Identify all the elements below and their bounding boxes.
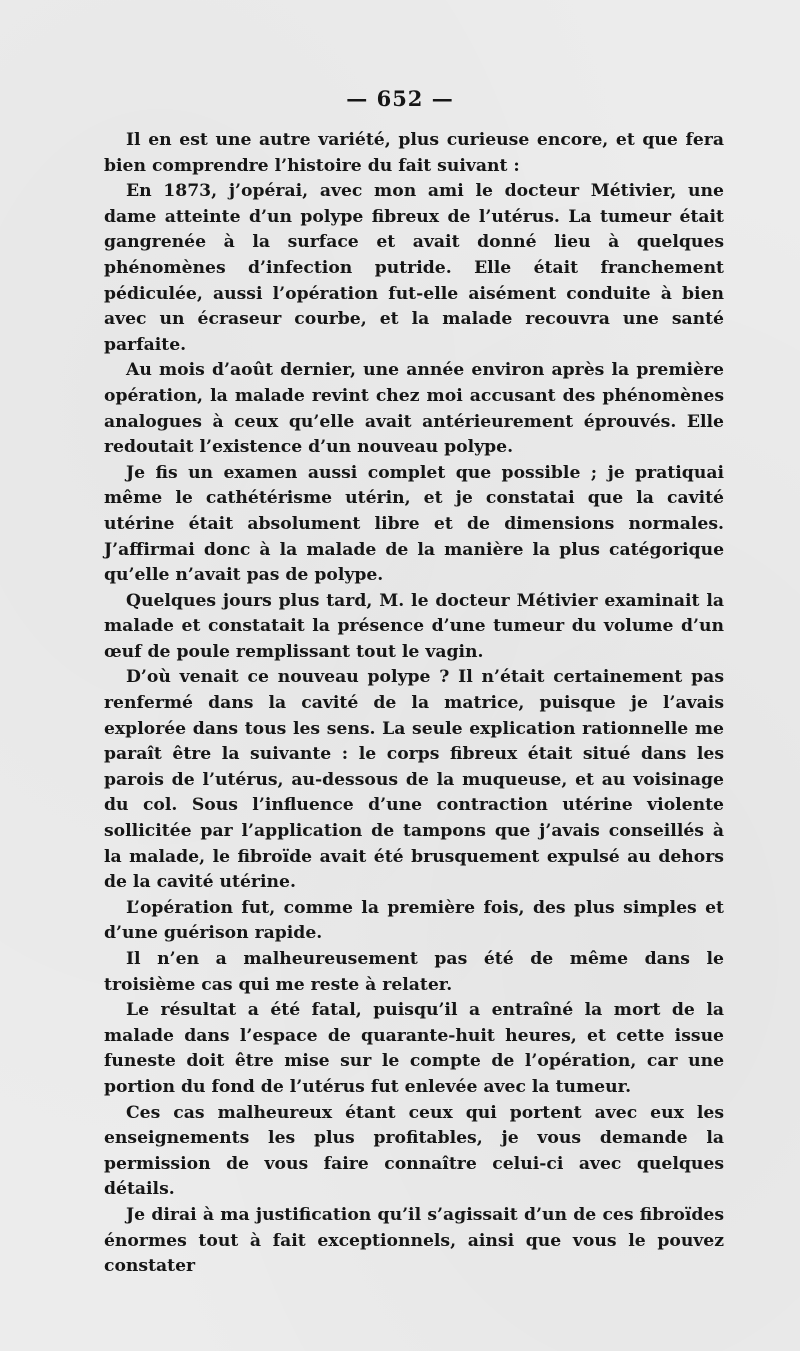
paragraph: En 1873, j’opérai, avec mon ami le docteur Métivier, une dame atteinte d’un polype fibreux de l’utérus. La tumeur était gangrenée à la surface et avait donné lieu à quelques phénomènes d’infection putride. Elle était franchement pédiculée, aussi l’opération fut-elle aisément conduite à bien avec un écraseur courbe, et la malade recouvra une santé parfaite.	[104, 181, 724, 355]
paragraph: D’où venait ce nouveau polype ? Il n’était certainement pas renfermé dans la cavité de la matrice, puisque je l’avais explorée dans tous les sens. La seule explication rationnelle me paraît être la suivante : le corps fibreux était situé dans les parois de l’utérus, au-dessous de la muqueuse, et au voisinage du col. Sous l’influence d’une contraction utérine violente sollicitée par l’application de tampons que j’avais conseillés à la malade, le fibroïde avait été brusquement expulsé au dehors de la cavité utérine.	[104, 667, 724, 893]
paragraph: Ces cas malheureux étant ceux qui portent avec eux les enseignements les plus profitables, je vous demande la permission de vous faire connaître celui-ci avec quelques détails.	[104, 1102, 724, 1200]
paragraph: Le résultat a été fatal, puisqu’il a entraîné la mort de la malade dans l’espace de quarante-huit heures, et cette issue funeste doit être mise sur le compte de l’opération, car une portion du fond de l’utérus fut enlevée avec la tumeur.	[104, 1000, 724, 1097]
paragraph: Au mois d’août dernier, une année environ après la première opération, la malade revint chez moi accusant des phénomènes analogues à ceux qu’elle avait antérieurement éprouvés. Elle redoutait l’existence d’un nouveau polype.	[104, 360, 724, 458]
paragraph: Je dirai à ma justification qu’il s’agissait d’un de ces fibroïdes énormes tout à fait exceptionnels, ainsi que vous le pouvez constater	[104, 1204, 724, 1277]
paragraph: Je fis un examen aussi complet que possible ; je pratiquai même le cathétérisme utérin, et je constatai que la cavité utérine était absolument libre et de dimensions normales. J’affirmai donc à la malade de la manière la plus catégorique qu’elle n’avait pas de polype.	[104, 462, 724, 586]
body-text	[104, 128, 724, 1280]
paragraph: L’opération fut, comme la première fois, des plus simples et d’une guérison rapide.	[104, 897, 724, 944]
paragraph: Il n’en a malheureusement pas été de même dans le troisième cas qui me reste à relater.	[104, 949, 724, 995]
paragraph: Quelques jours plus tard, M. le docteur Métivier examinait la malade et constatait la présence d’une tumeur du volume d’un œuf de poule remplissant tout le vagin.	[104, 590, 724, 662]
page-number: — 652 —	[346, 86, 454, 111]
paragraph: Il en est une autre variété, plus curieuse encore, et que fera bien comprendre l’histoire du fait suivant :	[104, 130, 724, 176]
